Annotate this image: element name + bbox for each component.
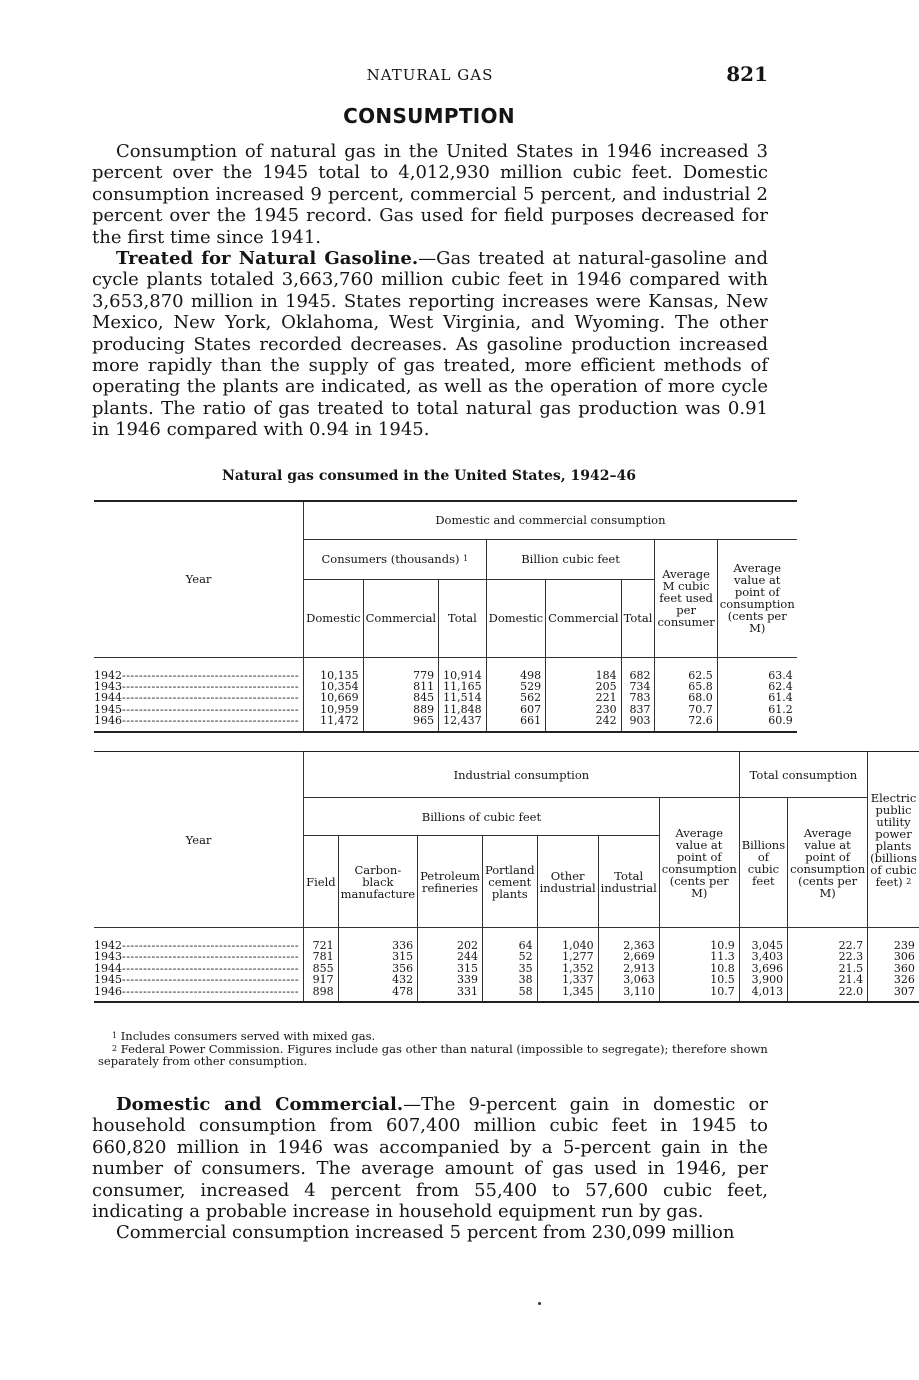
cell-consumers-domestic: 10,354 bbox=[304, 681, 364, 692]
total-consumption-header: Total consumption bbox=[739, 752, 867, 798]
footnote-2 bbox=[98, 1043, 778, 1068]
cell-total-industrial: 3,110 bbox=[598, 986, 659, 1002]
cell-total-billions: 3,696 bbox=[739, 963, 787, 974]
table-row bbox=[94, 692, 797, 703]
year-header: Year bbox=[94, 752, 304, 928]
commercial-paragraph: Commercial consumption increased 5 percent from 230,099 million bbox=[116, 1222, 735, 1244]
cell-avg-value: 61.2 bbox=[717, 704, 796, 715]
cell-bcf-domestic: 529 bbox=[486, 681, 546, 692]
cell-other: 1,337 bbox=[537, 974, 598, 985]
cell-carbon-black: 432 bbox=[338, 974, 417, 985]
print-speck bbox=[538, 1302, 541, 1305]
footnotes bbox=[98, 1030, 778, 1068]
cell-bcf-commercial: 205 bbox=[546, 681, 622, 692]
cell-electric: 306 bbox=[868, 951, 919, 962]
cell-field: 898 bbox=[304, 986, 339, 1002]
col-other-industrial: Other industrial bbox=[537, 836, 598, 928]
treated-heading: Treated for Natural Gasoline. bbox=[116, 248, 419, 270]
cell-avg-used: 70.7 bbox=[655, 704, 717, 715]
cell-avg-total: 22.0 bbox=[788, 986, 868, 1002]
col-consumers-total: Total bbox=[439, 579, 487, 657]
cell-cement: 64 bbox=[482, 928, 537, 952]
cell-petroleum: 244 bbox=[418, 951, 483, 962]
cell-other: 1,345 bbox=[537, 986, 598, 1002]
cell-petroleum: 315 bbox=[418, 963, 483, 974]
cell-consumers-domestic: 10,135 bbox=[304, 657, 364, 681]
cell-total-industrial: 2,669 bbox=[598, 951, 659, 962]
cell-avg-industrial: 10.5 bbox=[659, 974, 739, 985]
year-cell: 1943 ----- bbox=[94, 681, 304, 692]
cell-consumers-commercial: 811 bbox=[363, 681, 439, 692]
col-petroleum-refineries: Petroleum refineries bbox=[418, 836, 483, 928]
intro-paragraph: Consumption of natural gas in the United States in 1946 increased 3 percent over the 1945 total to 4,012,930 million cubic feet. Domestic consumption increased 9 percent, commercial 5 percent, and industrial 2 percent over the 1945 record. Gas used for field purposes decreased for the first time since 1941. bbox=[92, 141, 768, 248]
cell-electric: 360 bbox=[868, 963, 919, 974]
cell-electric: 239 bbox=[868, 928, 919, 952]
cell-consumers-domestic: 10,959 bbox=[304, 704, 364, 715]
cell-avg-value: 63.4 bbox=[717, 657, 796, 681]
cell-avg-value: 61.4 bbox=[717, 692, 796, 703]
cell-total-industrial: 3,063 bbox=[598, 974, 659, 985]
domestic-section bbox=[92, 1094, 768, 1244]
col-total-industrial: Total industrial bbox=[598, 836, 659, 928]
cell-total-billions: 3,900 bbox=[739, 974, 787, 985]
cell-bcf-total: 903 bbox=[621, 715, 655, 731]
footnote-mark: 1 bbox=[112, 1031, 118, 1040]
cell-carbon-black: 336 bbox=[338, 928, 417, 952]
electric-utility-label: Electric public utility power plants (billions of cubic feet) bbox=[870, 790, 917, 889]
domestic-commercial-group-header: Domestic and commercial consumption bbox=[304, 501, 797, 539]
footnote-mark: 2 bbox=[906, 876, 912, 886]
year-header: Year bbox=[94, 501, 304, 657]
domestic-heading: Domestic and Commercial. bbox=[116, 1094, 404, 1115]
col-avg-industrial: Average value at point of consumption (cents per M) bbox=[659, 798, 739, 928]
cell-other: 1,277 bbox=[537, 951, 598, 962]
industrial-group-header: Industrial consumption bbox=[304, 752, 740, 798]
avg-used-header: Average M cubic feet used per consumer bbox=[655, 539, 717, 657]
cell-total-billions: 4,013 bbox=[739, 986, 787, 1002]
col-field: Field bbox=[304, 836, 339, 928]
cell-avg-industrial: 10.8 bbox=[659, 963, 739, 974]
cell-consumers-commercial: 845 bbox=[363, 692, 439, 703]
col-carbon-black: Carbon-black manufacture bbox=[338, 836, 417, 928]
cell-carbon-black: 356 bbox=[338, 963, 417, 974]
cell-bcf-domestic: 607 bbox=[486, 704, 546, 715]
cell-avg-used: 62.5 bbox=[655, 657, 717, 681]
domestic-body: —The 9-percent gain in domestic or household consumption from 607,400 million cubic feet in 1945 to 660,820 million in 1946 was accompanied by a 5-percent gain in the number of consumers. The average amount of gas used in 1946, per consumer, increased 4 percent from 55,400 to 57,600 cubic feet, indicating a probable increase in household equipment run by gas. bbox=[92, 1094, 769, 1223]
col-consumers-commercial: Commercial bbox=[363, 579, 439, 657]
cell-avg-total: 22.7 bbox=[788, 928, 868, 952]
year-cell: 1944 ----- bbox=[94, 692, 304, 703]
cell-consumers-domestic: 10,669 bbox=[304, 692, 364, 703]
cell-avg-used: 65.8 bbox=[655, 681, 717, 692]
table-row bbox=[94, 715, 797, 731]
table-row bbox=[94, 928, 919, 952]
cell-bcf-domestic: 498 bbox=[486, 657, 546, 681]
cell-consumers-commercial: 779 bbox=[363, 657, 439, 681]
table-row bbox=[94, 657, 797, 681]
cell-total-industrial: 2,913 bbox=[598, 963, 659, 974]
col-bcf-total: Total bbox=[621, 579, 655, 657]
footnote-2-text: Federal Power Commission. Figures include gas other than natural (impossible to segregate); therefore shown separately from other consumption. bbox=[98, 1041, 768, 1068]
cell-petroleum: 202 bbox=[418, 928, 483, 952]
cell-bcf-domestic: 562 bbox=[486, 692, 546, 703]
cell-avg-total: 21.5 bbox=[788, 963, 868, 974]
billions-header: Billions of cubic feet bbox=[304, 798, 660, 836]
cell-bcf-total: 837 bbox=[621, 704, 655, 715]
avg-value-header: Average value at point of consumption (cents per M) bbox=[717, 539, 796, 657]
cell-consumers-total: 10,914 bbox=[439, 657, 487, 681]
cell-total-billions: 3,403 bbox=[739, 951, 787, 962]
col-avg-total: Average value at point of consumption (cents per M) bbox=[788, 798, 868, 928]
cell-total-industrial: 2,363 bbox=[598, 928, 659, 952]
cell-consumers-domestic: 11,472 bbox=[304, 715, 364, 731]
consumers-header-label: Consumers (thousands) bbox=[321, 552, 460, 566]
table-row bbox=[94, 986, 919, 1002]
consumers-header bbox=[304, 539, 487, 579]
cell-bcf-commercial: 184 bbox=[546, 657, 622, 681]
running-title: NATURAL GAS bbox=[366, 66, 494, 84]
year-cell: 1946 ----- bbox=[94, 715, 304, 731]
cell-avg-value: 60.9 bbox=[717, 715, 796, 731]
year-cell: 1942 ----- bbox=[94, 928, 304, 952]
year-cell: 1945 ----- bbox=[94, 974, 304, 985]
cell-bcf-commercial: 242 bbox=[546, 715, 622, 731]
year-cell: 1944 ----- bbox=[94, 963, 304, 974]
cell-cement: 35 bbox=[482, 963, 537, 974]
cell-other: 1,352 bbox=[537, 963, 598, 974]
industrial-consumption-table bbox=[94, 751, 919, 1003]
cell-petroleum: 339 bbox=[418, 974, 483, 985]
running-header bbox=[92, 62, 768, 88]
cell-bcf-commercial: 230 bbox=[546, 704, 622, 715]
cell-field: 917 bbox=[304, 974, 339, 985]
cell-avg-total: 22.3 bbox=[788, 951, 868, 962]
year-cell: 1946 ----- bbox=[94, 986, 304, 1002]
cell-total-billions: 3,045 bbox=[739, 928, 787, 952]
cell-field: 721 bbox=[304, 928, 339, 952]
domestic-commercial-table bbox=[94, 500, 797, 733]
page-number: 821 bbox=[726, 62, 768, 86]
cell-other: 1,040 bbox=[537, 928, 598, 952]
intro-section bbox=[92, 141, 768, 441]
col-bcf-commercial: Commercial bbox=[546, 579, 622, 657]
cell-consumers-total: 12,437 bbox=[439, 715, 487, 731]
year-cell: 1945 ----- bbox=[94, 704, 304, 715]
cell-bcf-domestic: 661 bbox=[486, 715, 546, 731]
cell-electric: 307 bbox=[868, 986, 919, 1002]
cell-avg-value: 62.4 bbox=[717, 681, 796, 692]
cell-electric: 326 bbox=[868, 974, 919, 985]
cell-consumers-total: 11,165 bbox=[439, 681, 487, 692]
section-title: CONSUMPTION bbox=[343, 104, 515, 128]
cell-bcf-commercial: 221 bbox=[546, 692, 622, 703]
cell-avg-industrial: 10.7 bbox=[659, 986, 739, 1002]
cell-avg-total: 21.4 bbox=[788, 974, 868, 985]
cell-carbon-black: 315 bbox=[338, 951, 417, 962]
cell-avg-used: 68.0 bbox=[655, 692, 717, 703]
cell-consumers-commercial: 965 bbox=[363, 715, 439, 731]
cell-avg-industrial: 10.9 bbox=[659, 928, 739, 952]
cell-consumers-total: 11,848 bbox=[439, 704, 487, 715]
cell-cement: 38 bbox=[482, 974, 537, 985]
cell-petroleum: 331 bbox=[418, 986, 483, 1002]
cell-field: 855 bbox=[304, 963, 339, 974]
year-cell: 1942 ----- bbox=[94, 657, 304, 681]
electric-utility-header bbox=[868, 752, 919, 928]
cell-cement: 58 bbox=[482, 986, 537, 1002]
footnote-1-text: Includes consumers served with mixed gas. bbox=[120, 1029, 376, 1043]
cell-consumers-total: 11,514 bbox=[439, 692, 487, 703]
cell-consumers-commercial: 889 bbox=[363, 704, 439, 715]
cell-cement: 52 bbox=[482, 951, 537, 962]
year-cell: 1943 ----- bbox=[94, 951, 304, 962]
cell-avg-industrial: 11.3 bbox=[659, 951, 739, 962]
cell-avg-used: 72.6 bbox=[655, 715, 717, 731]
treated-paragraph bbox=[92, 248, 768, 441]
col-portland-cement: Portland cement plants bbox=[482, 836, 537, 928]
col-bcf-domestic: Domestic bbox=[486, 579, 546, 657]
footnote-mark: 2 bbox=[112, 1043, 118, 1053]
table-caption: Natural gas consumed in the United States, 1942–46 bbox=[222, 468, 636, 484]
cell-bcf-total: 682 bbox=[621, 657, 655, 681]
footnote-mark: 1 bbox=[463, 554, 469, 563]
cell-carbon-black: 478 bbox=[338, 986, 417, 1002]
cell-bcf-total: 783 bbox=[621, 692, 655, 703]
col-total-billions: Billions of cubic feet bbox=[739, 798, 787, 928]
treated-body: —Gas treated at natural-gasoline and cycle plants totaled 3,663,760 million cubic feet in 1946 compared with 3,653,870 million in 1945. States reporting increases were Kansas, New Mexico, New York, Oklahoma, West Virginia, and Wyoming. The other producing States recorded decreases. As gasoline production increased more rapidly than the supply of gas treated, more efficient methods of operating the plants are indicated, as well as the operation of more cycle plants. The ratio of gas treated to total natural gas production was 0.91 in 1946 compared with 0.94 in 1945. bbox=[92, 248, 768, 441]
cell-field: 781 bbox=[304, 951, 339, 962]
domestic-paragraph bbox=[92, 1094, 768, 1222]
col-consumers-domestic: Domestic bbox=[304, 579, 364, 657]
bcf-header: Billion cubic feet bbox=[486, 539, 655, 579]
cell-bcf-total: 734 bbox=[621, 681, 655, 692]
table-row bbox=[94, 974, 919, 985]
